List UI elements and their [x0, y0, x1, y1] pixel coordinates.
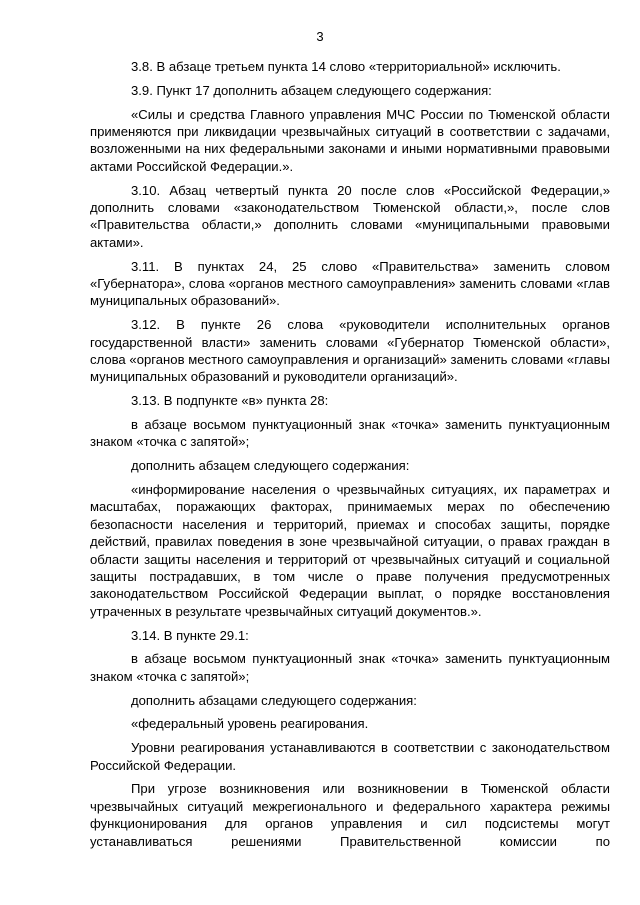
paragraph-3-13-add: дополнить абзацем следующего содержания:	[131, 458, 410, 474]
paragraph-threat-modes: При угрозе возникновения или возникновении в Тюменской области чрезвычайных ситуаций межрегионального и федерального характера режимы функционирования для органов управления и сил подсистемы могут устанавливаться решениями Правительственной комиссии по	[90, 781, 610, 849]
paragraph-3-9: 3.9. Пункт 17 дополнить абзацем следующего содержания:	[131, 82, 492, 98]
paragraph-response-levels: Уровни реагирования устанавливаются в соответствии с законодательством Российской Федерации.	[90, 740, 610, 773]
paragraph-3-13: 3.13. В подпункте «в» пункта 28:	[131, 393, 329, 409]
paragraph-quote-informing: «информирование населения о чрезвычайных ситуациях, их параметрах и масштабах, поражающих факторах, принимаемых мерах по обеспечению безопасности населения и территорий, приемах и способах защиты, порядке действий, правилах поведения в зоне чрезвычайной ситуации, о правах граждан в области защиты населения и территорий от чрезвычайных ситуаций и социальной защиты пострадавших, в том числе о праве получения предусмотренных законодательством Российской Федерации выплат, о порядке восстановления утраченных в результате чрезвычайных ситуаций документов.».	[90, 482, 610, 619]
paragraph-3-14-add: дополнить абзацами следующего содержания:	[131, 692, 417, 708]
paragraph-3-12: 3.12. В пункте 26 слова «руководители исполнительных органов государственной власти» заменить словами «Губернатор Тюменской области», слова «органов местного самоуправления и организаций» заменить словами «главы муниципальных образований и руководители организаций».	[90, 317, 610, 385]
paragraph-3-13-replace: в абзаце восьмом пунктуационный знак «точка» заменить пунктуационным знаком «точка с запятой»;	[90, 417, 610, 450]
page-number: 3	[316, 29, 324, 44]
paragraph-3-14: 3.14. В пункте 29.1:	[131, 627, 249, 643]
paragraph-3-11: 3.11. В пунктах 24, 25 слово «Правительства» заменить словом «Губернатора», слова «органов местного самоуправления» заменить словами «глав муниципальных образований».	[90, 258, 610, 309]
paragraph-quote-forces: «Силы и средства Главного управления МЧС России по Тюменской области применяются при ликвидации чрезвычайных ситуаций в соответствии с задачами, возложенными на них федеральными законами и иными нормативными правовыми актами Российской Федерации.».	[90, 106, 610, 174]
document-body	[90, 58, 610, 857]
paragraph-3-8: 3.8. В абзаце третьем пункта 14 слово «территориальной» исключить.	[131, 59, 561, 74]
paragraph-federal-level: «федеральный уровень реагирования.	[131, 716, 369, 732]
paragraph-3-14-replace: в абзаце восьмом пунктуационный знак «точка» заменить пунктуационным знаком «точка с запятой»;	[90, 651, 610, 684]
paragraph-3-10: 3.10. Абзац четвертый пункта 20 после слов «Российской Федерации,» дополнить словами «законодательством Тюменской области,», после слов «Правительства области,» дополнить словами «муниципальными правовыми актами».	[90, 182, 610, 250]
